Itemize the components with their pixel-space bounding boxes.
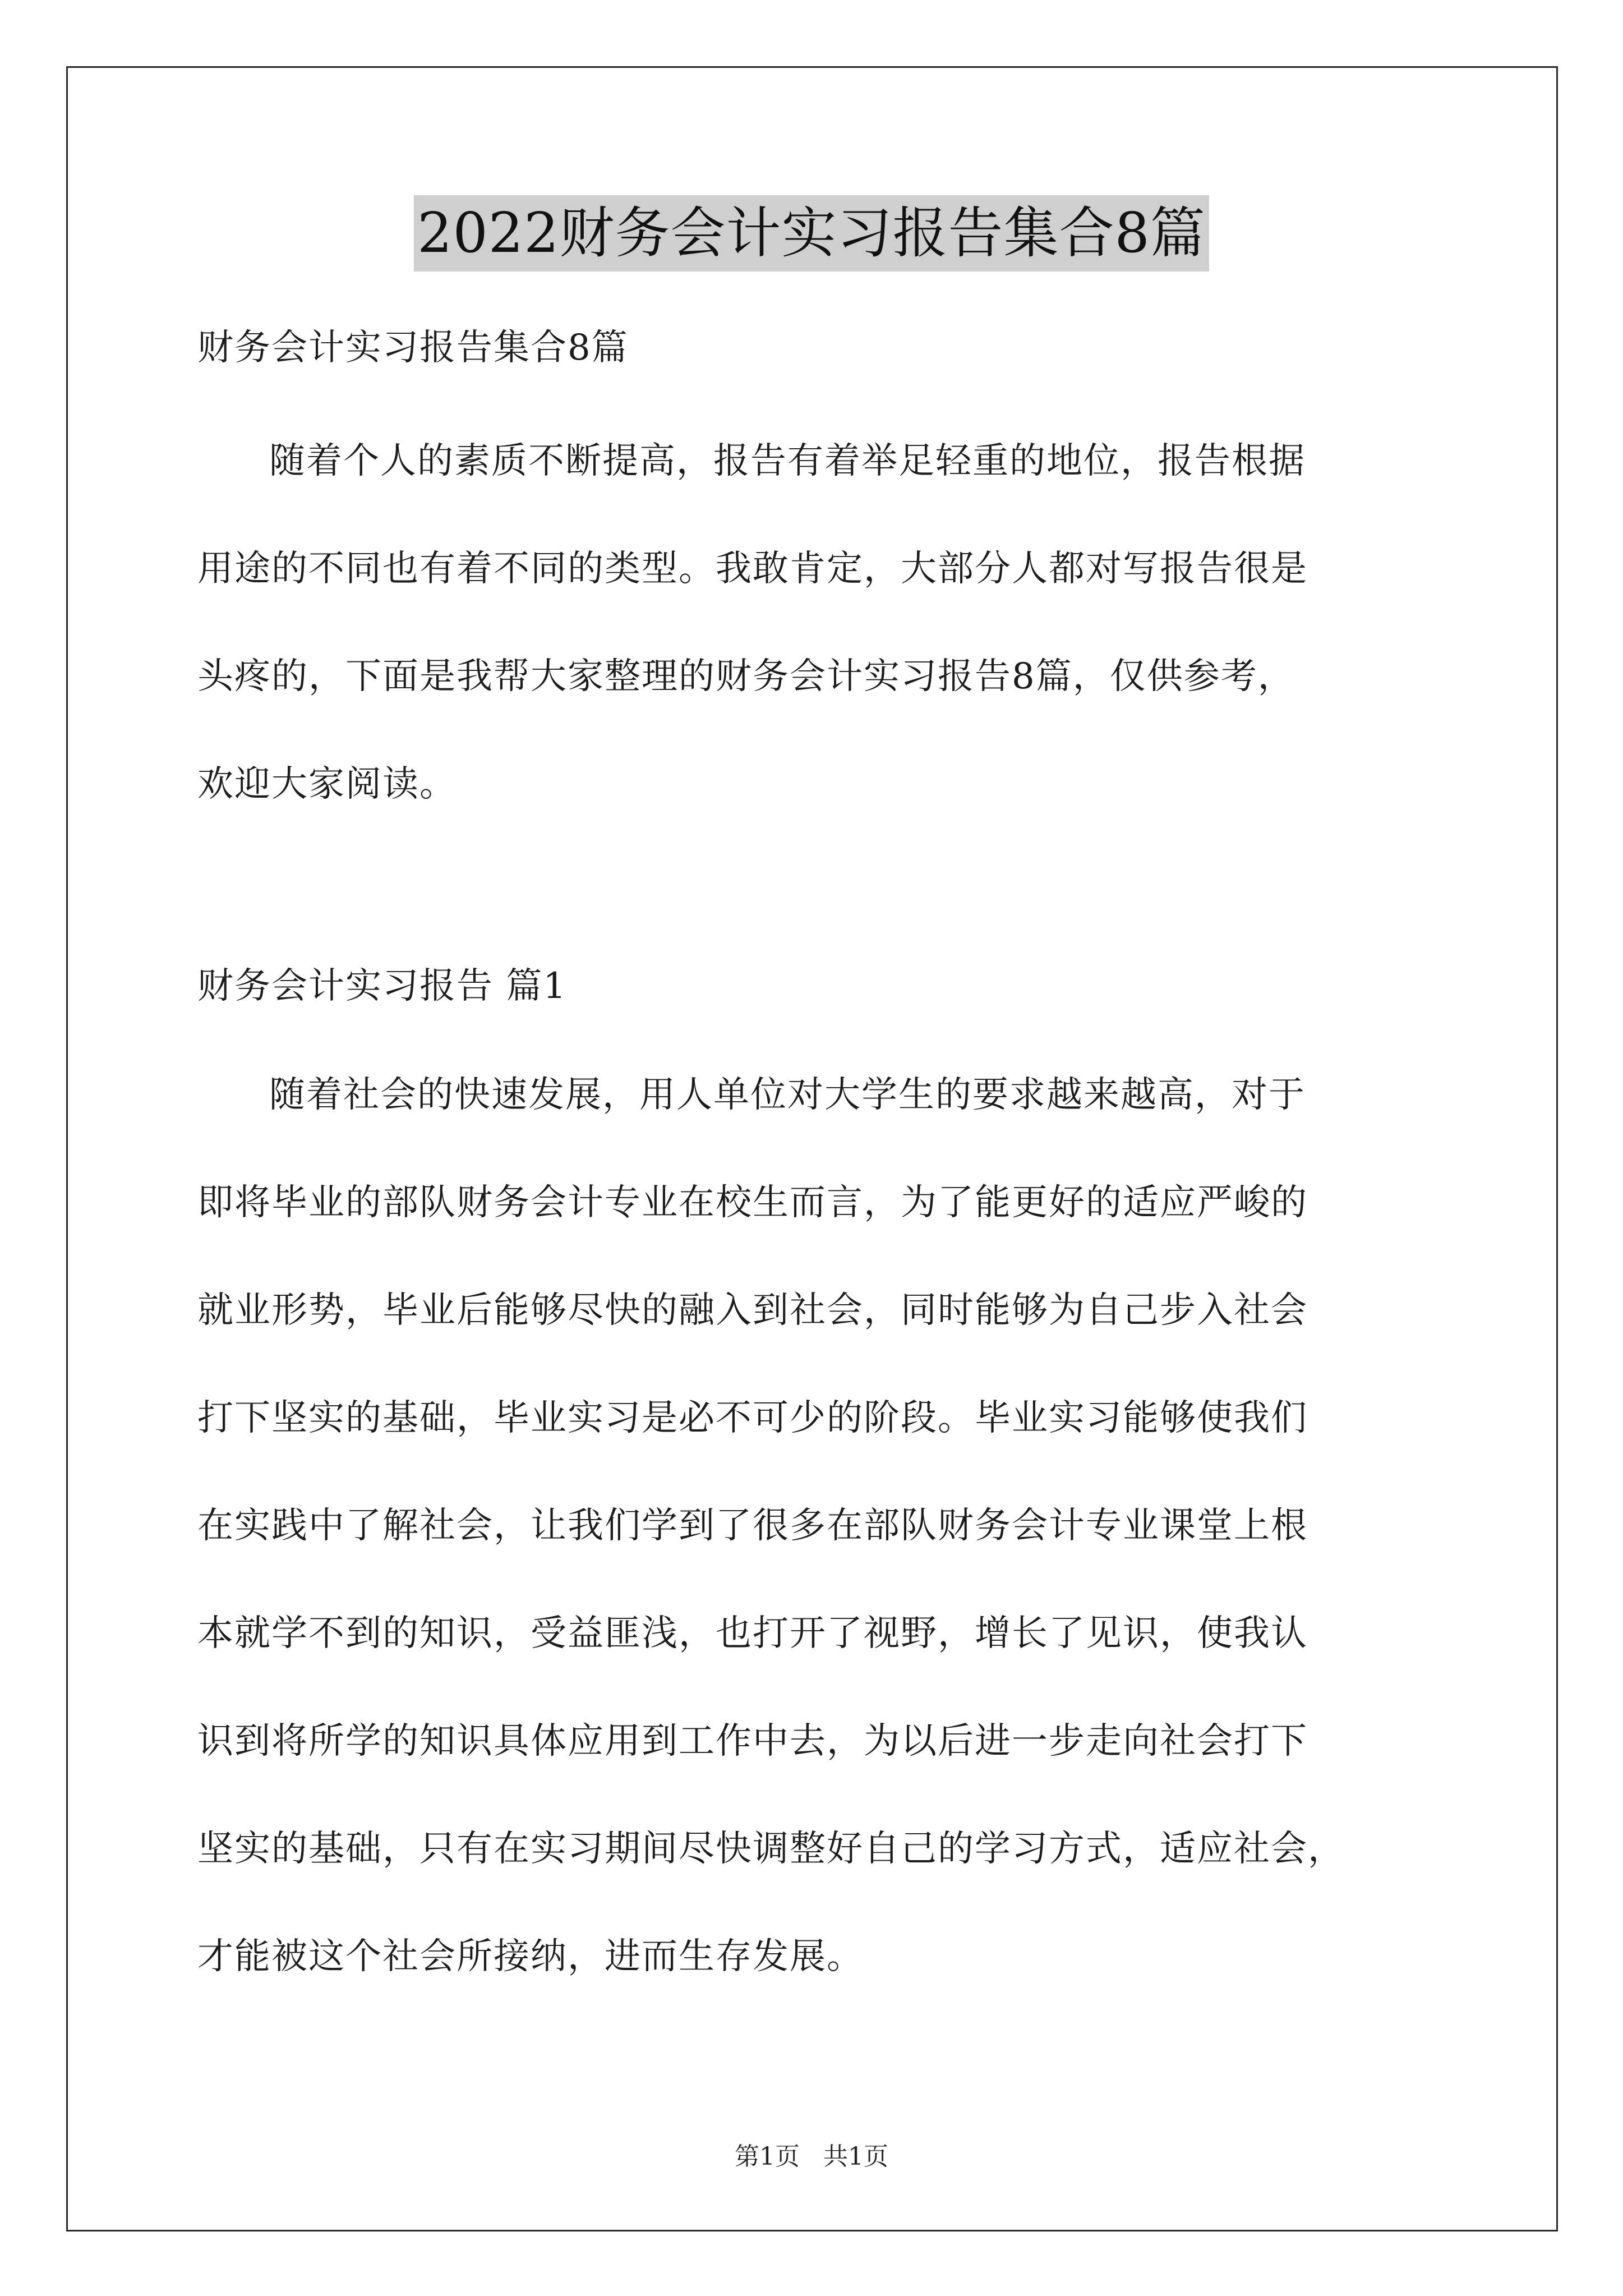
section-heading: 财务会计实习报告 篇1 (197, 965, 568, 1007)
intro-line-3: 头疼的，下面是我帮大家整理的财务会计实习报告8篇，仅供参考， (197, 656, 1295, 697)
section-line-8: 坚实的基础，只有在实习期间尽快调整好自己的学习方式，适应社会， (197, 1828, 1345, 1870)
intro-line-2: 用途的不同也有着不同的类型。我敢肯定，大部分人都对写报告很是 (197, 548, 1308, 590)
section-line-5: 在实践中了解社会，让我们学到了很多在部队财务会计专业课堂上根 (197, 1505, 1308, 1547)
section-line-9: 才能被这个社会所接纳，进而生存发展。 (197, 1936, 864, 1977)
page-border (66, 66, 1558, 2231)
title-container (0, 195, 1623, 272)
intro-line-1: 随着个人的素质不断提高，报告有着举足轻重的地位，报告根据 (269, 440, 1306, 482)
document-title: 2022财务会计实习报告集合8篇 (414, 195, 1209, 272)
intro-line-4: 欢迎大家阅读。 (197, 763, 457, 805)
section-line-1: 随着社会的快速发展，用人单位对大学生的要求越来越高，对于 (269, 1074, 1306, 1116)
section-line-6: 本就学不到的知识，受益匪浅，也打开了视野，增长了见识，使我认 (197, 1613, 1308, 1654)
page-footer (0, 2136, 1623, 2172)
section-line-2: 即将毕业的部队财务会计专业在校生而言，为了能更好的适应严峻的 (197, 1182, 1308, 1223)
section-line-3: 就业形势，毕业后能够尽快的融入到社会，同时能够为自己步入社会 (197, 1290, 1308, 1331)
page-number-label: 第1页 共1页 (735, 2142, 888, 2171)
section-line-4: 打下坚实的基础，毕业实习是必不可少的阶段。毕业实习能够使我们 (197, 1397, 1308, 1439)
document-subtitle: 财务会计实习报告集合8篇 (197, 327, 629, 369)
section-line-7: 识到将所学的知识具体应用到工作中去，为以后进一步走向社会打下 (197, 1720, 1308, 1762)
